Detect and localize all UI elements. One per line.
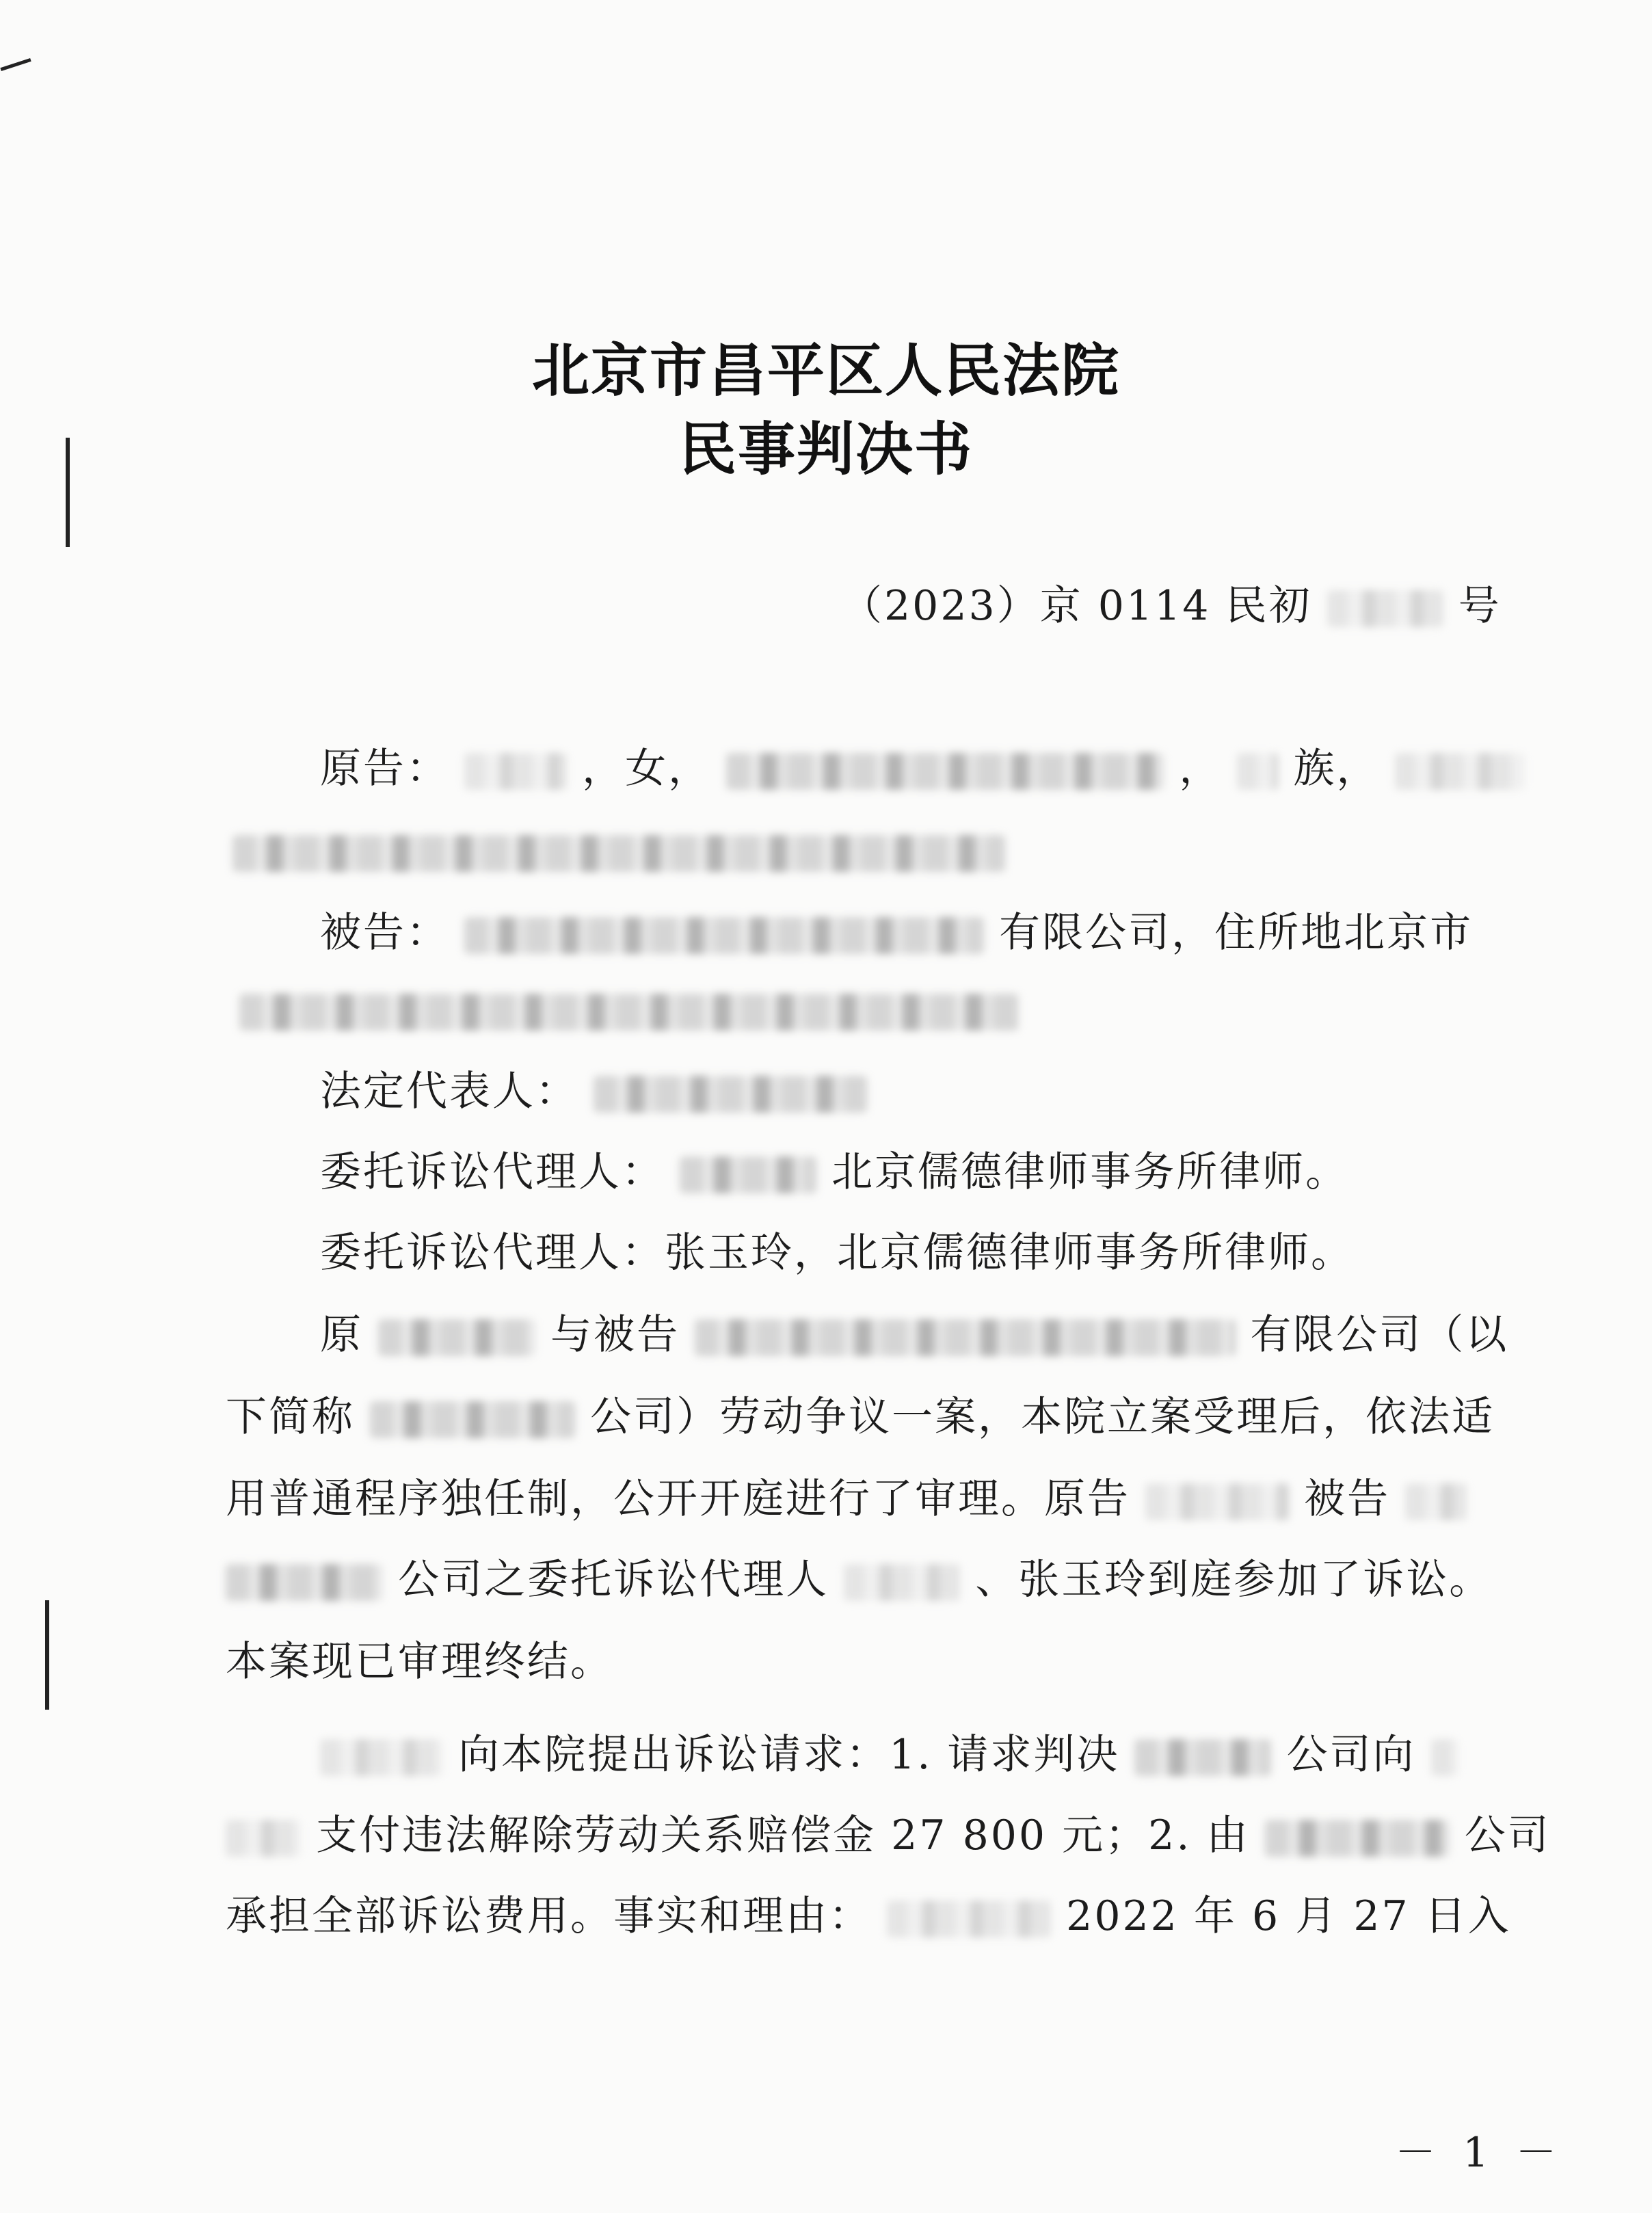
case-number-prefix: （2023）京 0114 民初 [841, 582, 1312, 630]
legal-rep-line [320, 1067, 867, 1116]
page-number: － 1 － [1395, 2129, 1564, 2177]
text-segment: 、张玉玲到庭参加了诉讼。 [975, 1556, 1493, 1604]
redacted-plaintiff-name [320, 1739, 443, 1776]
agent-1-line [320, 1148, 1348, 1197]
plaintiff-line-1 [320, 744, 1525, 793]
plaintiff-label: 原告： [320, 745, 449, 793]
scan-mark-top [0, 58, 31, 71]
text-segment: 承担全部诉讼费用。事实和理由： [226, 1892, 872, 1940]
agent-1-label: 委托诉讼代理人： [320, 1148, 665, 1196]
text-segment: 公司之委托诉讼代理人 [398, 1556, 829, 1604]
court-title: 北京市昌平区人民法院 [531, 337, 1120, 404]
agent-1-tail: 北京儒德律师事务所律师。 [831, 1148, 1349, 1196]
paragraph-2-line-3 [226, 1892, 1511, 1941]
text-segment: 公司向 [1286, 1731, 1416, 1779]
document-type-title: 民事判决书 [678, 416, 973, 483]
text-segment: 与被告 [550, 1311, 680, 1359]
paragraph-1-line-3 [226, 1474, 1467, 1524]
redacted-agent-1-name [680, 1156, 816, 1193]
redacted-defendant-name [1405, 1483, 1467, 1520]
redacted-company-short-name [370, 1401, 575, 1438]
defendant-line-2 [239, 985, 1019, 1034]
text-segment: 原 [320, 1311, 363, 1359]
redacted-plaintiff-name [1145, 1483, 1289, 1520]
text-segment: 有限公司（以 [1250, 1311, 1509, 1359]
scan-mark-binding-2 [45, 1600, 49, 1710]
redacted-case-number [1327, 590, 1443, 627]
redacted-plaintiff-ethnicity [1237, 753, 1278, 790]
redacted-defendant-name [1134, 1739, 1271, 1776]
defendant-label: 被告： [320, 909, 449, 957]
redacted-plaintiff-name [464, 753, 567, 790]
case-number-suffix: 号 [1458, 582, 1502, 630]
redacted-defendant-name [464, 917, 984, 954]
plaintiff-ethnicity-suffix: 族， [1293, 745, 1380, 793]
redacted-plaintiff-birth [726, 753, 1164, 790]
redacted-plaintiff-name [887, 1900, 1051, 1937]
plaintiff-line-2 [232, 826, 1005, 875]
paragraph-1-line-1 [320, 1310, 1508, 1360]
plaintiff-sex: ，女， [582, 745, 712, 793]
text-segment: 2022 年 6 月 27 日入 [1066, 1892, 1511, 1940]
text-segment: 被告 [1304, 1475, 1391, 1523]
paragraph-2-line-2 [226, 1811, 1551, 1860]
text-segment: 公司）劳动争议一案，本院立案受理后，依法适 [590, 1393, 1495, 1441]
redacted-defendant-name [1265, 1820, 1450, 1857]
redacted-legal-rep [594, 1076, 867, 1113]
text-segment: 下简称 [226, 1393, 355, 1441]
paragraph-1-line-2 [226, 1392, 1495, 1442]
text-segment: 用普通程序独任制，公开开庭进行了审理。原告 [226, 1475, 1130, 1523]
redacted-plaintiff-name [378, 1319, 535, 1356]
redacted-plaintiff-address [232, 835, 1005, 872]
redacted-plaintiff-name [226, 1820, 301, 1857]
paragraph-1-line-5: 本案现已审理终结。 [226, 1638, 613, 1686]
text-segment: 支付违法解除劳动关系赔偿金 27 800 元；2. 由 [316, 1812, 1250, 1859]
redacted-plaintiff-name [1431, 1739, 1458, 1776]
paragraph-2-line-1 [320, 1730, 1458, 1779]
text-segment: 向本院提出诉讼请求：1. 请求判决 [458, 1731, 1120, 1779]
text-segment: 公司 [1464, 1812, 1551, 1859]
legal-rep-label: 法定代表人： [320, 1068, 578, 1115]
redacted-defendant-short-name [226, 1564, 383, 1601]
redacted-defendant-address [239, 994, 1019, 1031]
redacted-plaintiff-residence [1395, 753, 1525, 790]
defendant-line-1 [320, 908, 1473, 957]
case-number [841, 581, 1502, 631]
redacted-agent-name [844, 1564, 960, 1601]
paragraph-1-line-4 [226, 1555, 1492, 1604]
defendant-tail: 有限公司，住所地北京市 [999, 909, 1474, 957]
plaintiff-separator: ， [1179, 745, 1223, 793]
redacted-defendant-name [695, 1319, 1235, 1356]
agent-2-line: 委托诉讼代理人：张玉玲，北京儒德律师事务所律师。 [320, 1229, 1354, 1277]
